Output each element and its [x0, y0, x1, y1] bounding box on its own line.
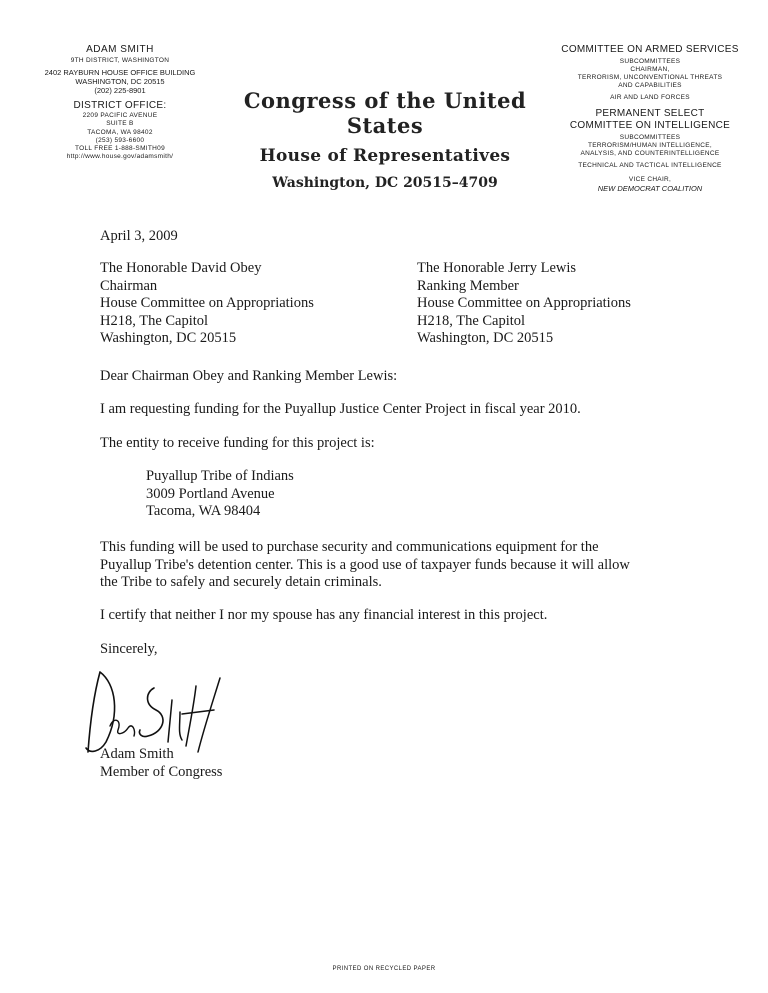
committee-intelligence-line1: PERMANENT SELECT	[595, 107, 705, 119]
district-phone: (253) 593-6600	[95, 136, 145, 144]
coalition-name: NEW DEMOCRAT COALITION	[597, 183, 703, 193]
addressee-right-line: Washington, DC 20515	[417, 330, 554, 346]
letterhead-left	[20, 44, 220, 161]
addressee-right-line: The Honorable Jerry Lewis	[417, 260, 577, 276]
letterhead-center	[220, 88, 550, 191]
paragraph-entity-intro: The entity to receive funding for this project is:	[100, 435, 375, 451]
dc-office-city: WASHINGTON, DC 20515	[75, 77, 165, 86]
recipient-address	[146, 468, 294, 521]
recipient-line: Tacoma, WA 98404	[146, 503, 261, 519]
chairman-label: CHAIRMAN,	[630, 66, 670, 74]
signature-name: Adam Smith	[100, 746, 174, 762]
recipient-line: Puyallup Tribe of Indians	[146, 468, 294, 484]
subcommittee-terrorism-line1: TERRORISM, UNCONVENTIONAL THREATS	[577, 74, 723, 82]
subcommittee-air-land: AIR AND LAND FORCES	[610, 93, 690, 101]
signature-title: Member of Congress	[100, 764, 223, 780]
paragraph-funding-request: I am requesting funding for the Puyallup Justice Center Project in fiscal year 2010.	[100, 401, 581, 417]
paragraph-certification: I certify that neither I nor my spouse has any financial interest in this project.	[100, 607, 548, 623]
subcommittee-humint-line2: ANALYSIS, AND COUNTERINTELLIGENCE	[580, 150, 720, 158]
salutation: Dear Chairman Obey and Ranking Member Lewis:	[100, 368, 398, 384]
district-office-title: DISTRICT OFFICE:	[73, 99, 167, 111]
district-address-line2: SUITE B	[106, 120, 134, 128]
website-link[interactable]: http://www.house.gov/adamsmith/	[66, 152, 174, 160]
member-district: 9TH DISTRICT, WASHINGTON	[70, 56, 170, 64]
vice-chair-label: VICE CHAIR,	[628, 175, 672, 183]
dc-office-address: 2402 RAYBURN HOUSE OFFICE BUILDING	[44, 67, 196, 77]
committee-armed-services: COMMITTEE ON ARMED SERVICES	[561, 44, 739, 55]
addressee-right	[417, 260, 717, 348]
addressee-right-line: Ranking Member	[417, 277, 519, 294]
dc-office-phone: (202) 225-8901	[94, 86, 146, 96]
recipient-line: 3009 Portland Avenue	[146, 485, 275, 502]
closing: Sincerely,	[100, 641, 158, 657]
addressee-left-line: Washington, DC 20515	[100, 330, 237, 346]
subcommittees-label-2: SUBCOMMITTEES	[619, 134, 681, 142]
congress-title: Congress of the United States	[243, 88, 527, 138]
toll-free-number: TOLL FREE 1-888-SMITH09	[75, 144, 165, 152]
letterhead-right	[552, 44, 748, 193]
committee-intelligence-line2: COMMITTEE ON INTELLIGENCE	[569, 119, 731, 131]
district-city: TACOMA, WA 98402	[87, 128, 153, 136]
subcommittee-terrorism-line2: AND CAPABILITIES	[618, 81, 682, 89]
district-address-line1: 2209 PACIFIC AVENUE	[82, 112, 158, 120]
letter-date: April 3, 2009	[100, 228, 178, 244]
addressee-left-line: H218, The Capitol	[100, 312, 209, 329]
house-title: House of Representatives	[259, 146, 511, 166]
washington-address: Washington, DC 20515–4709	[272, 175, 498, 191]
addressee-left-line: Chairman	[100, 277, 158, 294]
addressee-left-line: House Committee on Appropriations	[100, 295, 314, 311]
addressee-right-line: House Committee on Appropriations	[417, 295, 631, 311]
addressee-left-line: The Honorable David Obey	[100, 260, 262, 276]
recycled-paper-note: PRINTED ON RECYCLED PAPER	[332, 966, 436, 972]
paragraph-funding-use: This funding will be used to purchase security and communications equipment for the Puyallup Tribe's detention center. This is a good use of taxpayer funds because it will allow the Tribe to safely and securely detain criminals.	[100, 539, 630, 590]
subcommittee-humint-line1: TERRORISM/HUMAN INTELLIGENCE,	[588, 142, 712, 150]
member-name: ADAM SMITH	[86, 44, 154, 55]
addressee-left	[100, 260, 390, 348]
subcommittee-technical: TECHNICAL AND TACTICAL INTELLIGENCE	[578, 161, 722, 169]
addressee-right-line: H218, The Capitol	[417, 312, 526, 329]
subcommittees-label: SUBCOMMITTEES	[619, 58, 681, 66]
